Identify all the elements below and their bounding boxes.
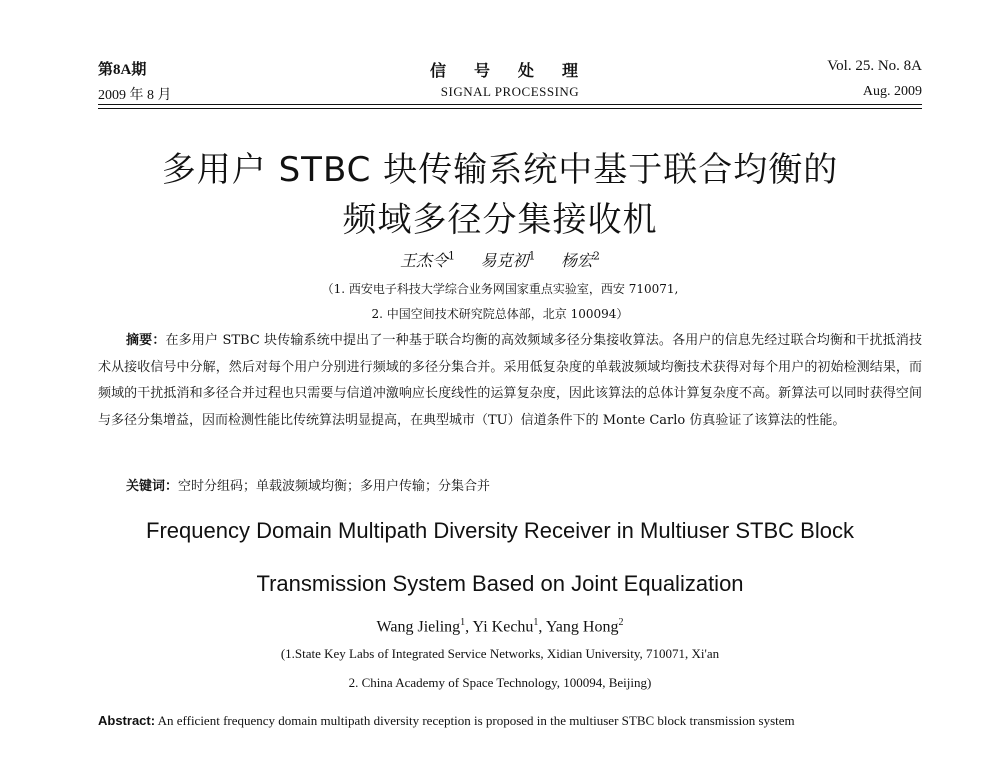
abstract-en [98, 713, 922, 729]
title-en-line2: Transmission System Based on Joint Equalization [256, 571, 744, 596]
author-en-mark: 2 [618, 617, 624, 628]
affiliation-cn-2: 2. 中国空间技术研究院总体部，北京 100094） [371, 307, 629, 321]
author-en-sep: , [465, 618, 473, 636]
author-en-mark: 1 [533, 617, 539, 628]
author-cn-mark: 1 [448, 249, 456, 263]
title-en-line1: Frequency Domain Multipath Diversity Receiver in Multiuser STBC Block [146, 518, 854, 543]
abstract-cn-text: 在多用户 STBC 块传输系统中提出了一种基于联合均衡的高效频域多径分集接收算法。各用户的信息先经过联合均衡和干扰抵消技术从接收信号中分解，然后对每个用户分别进行频域的多径分集合并。采用低复杂度的单载波频域均衡技术获得对每个用户的初始检测结果，而频域的干扰抵消和多径合并过程也只需要与信道冲激响应长度线性的运算复杂度，因此该算法的总体计算复杂度不高。新算法可以同时获得空间与多径分集增益，因而检测性能比传统算法明显提高，在典型城市（TU）信道条件下的 Monte Carlo 仿真验证了该算法的性能。 [98, 333, 922, 428]
abstract-en-label: Abstract: [98, 713, 156, 728]
affiliation-en-2: 2. China Academy of Space Technology, 100094, Beijing) [348, 675, 652, 690]
header-rule-thin [98, 108, 922, 109]
author-cn-mark: 2 [592, 249, 600, 263]
title-cn-line1: 多用户 STBC 块传输系统中基于联合均衡的 [161, 150, 839, 190]
affiliation-cn-1: （1. 西安电子科技大学综合业务网国家重点实验室，西安 710071, [321, 282, 679, 296]
running-header-top [98, 58, 922, 80]
author-cn: 易克初 [480, 251, 529, 270]
author-en: Wang Jieling [376, 618, 461, 636]
journal-name-en: SIGNAL PROCESSING [440, 84, 580, 99]
title-cn-line2: 频域多径分集接收机 [342, 200, 658, 240]
keywords-cn-label: 关键词： [126, 479, 179, 494]
author-cn: 杨宏 [560, 251, 593, 270]
volume-number: Vol. 25. No. 8A [827, 58, 922, 74]
author-en: Yi Kechu [472, 618, 534, 636]
abstract-cn [98, 328, 922, 434]
header-rule-thick [98, 104, 922, 105]
authors-en [0, 617, 1000, 636]
author-cn: 王杰令 [400, 251, 449, 270]
author-en-mark: 1 [460, 617, 466, 628]
abstract-cn-label: 摘要： [126, 333, 166, 348]
author-en-sep: , [538, 618, 546, 636]
affiliation-en-1: (1.State Key Labs of Integrated Service Networks, Xidian University, 710071, Xi'an [280, 646, 720, 661]
authors-cn [0, 248, 1000, 271]
author-en: Yang Hong [545, 618, 619, 636]
issue-number: 第8A期 [98, 62, 147, 78]
running-header-bottom [98, 84, 922, 106]
publication-date-en: Aug. 2009 [862, 84, 922, 99]
publication-date-cn: 2009 年 8 月 [98, 88, 172, 103]
keywords-cn-text: 空时分组码；单载波频域均衡；多用户传输；分集合并 [178, 479, 491, 494]
author-cn-mark: 1 [528, 249, 536, 263]
keywords-cn [126, 475, 916, 494]
abstract-en-text: An efficient frequency domain multipath diversity reception is proposed in the multiuser STBC block transmission system [155, 713, 795, 728]
journal-name-cn: 信 号 处 理 [429, 63, 590, 80]
